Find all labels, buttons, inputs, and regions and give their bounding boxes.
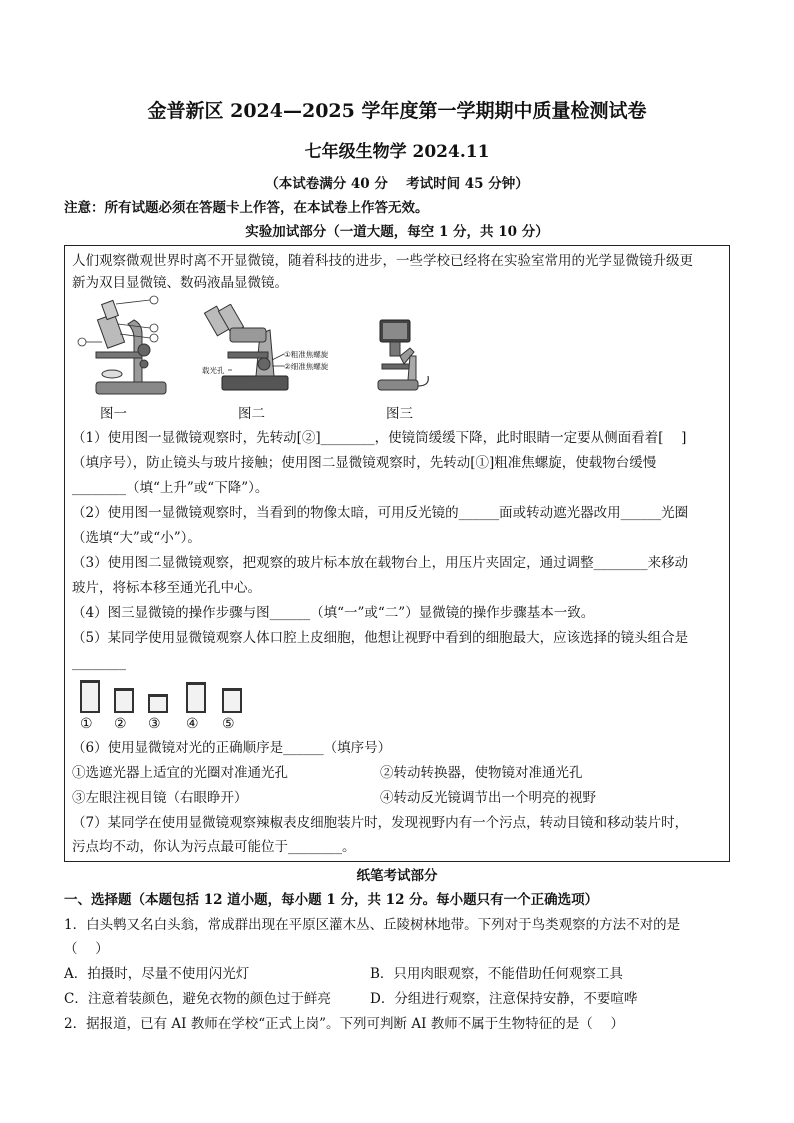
lens-number-5: ⑤ — [222, 716, 235, 732]
question-6: （6）使用显微镜对光的正确顺序是______（填序号） — [72, 740, 392, 756]
section-1-heading: 一、选择题（本题包括 12 道小题，每小题 1 分，共 12 分。每小题只有一个正确选项） — [64, 892, 599, 908]
intro-line-1: 人们观察微观世界时离不开显微镜，随着科技的进步，一些学校已经将在实验室常用的光学显微镜升级更 — [72, 253, 693, 269]
lens-number-2: ② — [114, 716, 127, 732]
paper-heading: 纸笔考试部分 — [356, 868, 438, 884]
question-6-option-3: ③左眼注视目镜（右眼睁开） — [72, 790, 248, 806]
question-6-option-2: ②转动转换器，使物镜对准通光孔 — [380, 765, 583, 781]
mc-question-1-option-a: A．拍摄时，尽量不使用闪光灯 — [64, 966, 250, 982]
question-3-line-2: 玻片，将标本移至通光孔中心。 — [72, 580, 261, 596]
fig2-label-stage: 载光孔 — [202, 366, 225, 375]
lens-1-icon — [80, 680, 100, 713]
question-5-line-2: ________ — [72, 655, 126, 671]
lens-2-icon — [114, 688, 134, 713]
mc-question-2: 2．据报道，已有 AI 教师在学校“正式上岗”。下列可判断 AI 教师不属于生物特征的是（ ） — [64, 1016, 625, 1032]
figure-caption-2: 图二 — [238, 406, 265, 422]
fig2-label-coarse: ①粗准焦螺旋 — [284, 350, 329, 359]
question-1-line-1: （1）使用图一显微镜观察时，先转动[②]________，使镜筒缓缓下降，此时眼睛一定要从侧面看着[ ] — [72, 430, 687, 446]
mc-question-1-paren: （ ） — [64, 941, 109, 957]
figure-caption-3: 图三 — [386, 406, 413, 422]
lens-3-icon — [148, 694, 168, 713]
mc-question-1: 1．白头鹎又名白头翁，常成群出现在平原区灌木丛、丘陵树林地带。下列对于鸟类观察的方法不对的是 — [64, 917, 681, 933]
question-1-line-2: （填序号），防止镜头与玻片接触；使用图二显微镜观察时，先转动[①]粗准焦螺旋，使载物台缓慢 — [72, 455, 657, 471]
experiment-heading: 实验加试部分（一道大题，每空 1 分，共 10 分） — [245, 224, 549, 240]
microscope-figure-1 — [72, 294, 192, 400]
mc-question-1-option-d: D．分组进行观察，注意保持安静，不要喧哗 — [370, 991, 638, 1007]
mc-question-1-option-c: C．注意着装颜色，避免衣物的颜色过于鲜亮 — [64, 991, 331, 1007]
lens-number-1: ① — [80, 716, 93, 732]
exam-info: （本试卷满分 40 分 考试时间 45 分钟） — [265, 176, 529, 192]
exam-notice: 注意：所有试题必须在答题卡上作答，在本试卷上作答无效。 — [64, 200, 429, 216]
question-6-option-4: ④转动反光镜调节出一个明亮的视野 — [380, 790, 596, 806]
question-5-line-1: （5）某同学使用显微镜观察人体口腔上皮细胞，他想让视野中看到的细胞最大，应该选择的镜头组合是 — [72, 630, 689, 646]
question-7-line-1: （7）某同学在使用显微镜观察辣椒表皮细胞装片时，发现视野内有一个污点，转动目镜和移动装片时， — [72, 815, 689, 831]
microscope-figure-2 — [198, 304, 348, 396]
question-1-line-3: ________（填“上升”或“下降”）。 — [72, 480, 269, 496]
question-4: （4）图三显微镜的操作步骤与图______（填“一”或“二”）显微镜的操作步骤基本一致。 — [72, 605, 595, 621]
lens-5-icon — [222, 688, 242, 713]
fig2-label-fine: ②细准焦螺旋 — [284, 362, 329, 371]
question-2-line-1: （2）使用图一显微镜观察时，当看到的物像太暗，可用反光镜的______面或转动遮光器改用______光圈 — [72, 505, 689, 521]
question-7-line-2: 污点均不动，你认为污点最可能位于________。 — [72, 839, 356, 855]
exam-title: 金普新区 2024—2025 学年度第一学期期中质量检测试卷 — [147, 100, 647, 122]
mc-question-1-option-b: B．只用肉眼观察，不能借助任何观察工具 — [370, 966, 623, 982]
microscope-figure-3 — [364, 316, 440, 396]
figure-caption-1: 图一 — [100, 406, 127, 422]
lens-4-icon — [186, 682, 206, 713]
lens-options — [76, 676, 256, 736]
lens-number-3: ③ — [148, 716, 161, 732]
intro-line-2: 新为双目显微镜、数码液晶显微镜。 — [72, 275, 288, 291]
exam-subtitle: 七年级生物学 2024.11 — [304, 142, 490, 162]
question-6-option-1: ①选遮光器上适宜的光圈对准通光孔 — [72, 765, 288, 781]
question-2-line-2: （选填“大”或“小”）。 — [72, 530, 201, 546]
question-3-line-1: （3）使用图二显微镜观察，把观察的玻片标本放在载物台上，用压片夹固定，通过调整________来移动 — [72, 555, 689, 571]
lens-number-4: ④ — [186, 716, 199, 732]
